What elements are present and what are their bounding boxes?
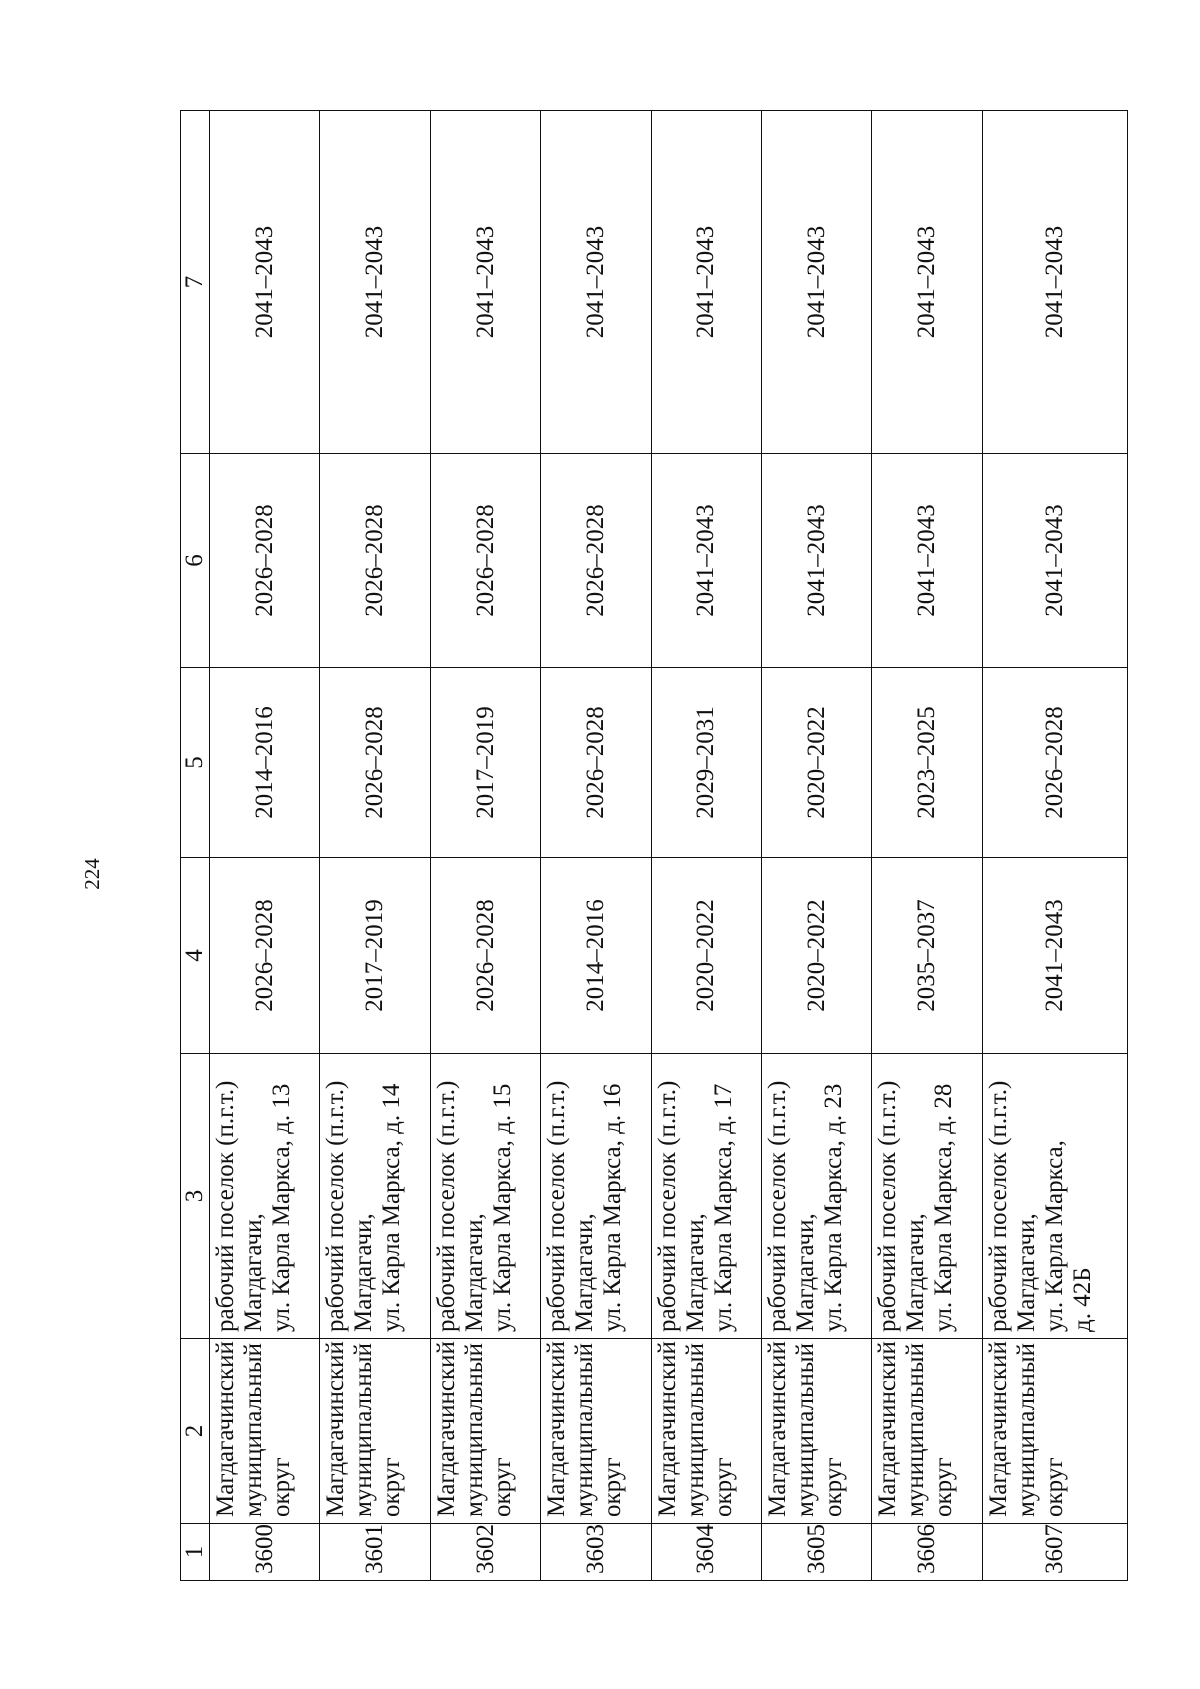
period-col7-cell: 2041–2043 — [541, 111, 651, 454]
table-body — [210, 111, 1128, 1581]
address-line: рабочий поселок (п.г.т.) — [653, 1080, 681, 1332]
address-line: Магдагачи, — [902, 1213, 930, 1332]
row-number-cell: 3604 — [651, 1524, 761, 1581]
period-col6-cell: 2041–2043 — [872, 454, 982, 668]
period-col4-cell: 2020–2022 — [762, 858, 872, 1054]
table-row — [430, 111, 540, 1581]
period-col5-cell: 2026–2028 — [541, 668, 651, 858]
address-line: Магдагачи, — [460, 1213, 488, 1332]
period-col6-cell: 2026–2028 — [430, 454, 540, 668]
column-header: 6 — [181, 454, 210, 668]
address-line: ул. Карла Маркса, д. 28 — [930, 1083, 958, 1332]
district-cell: Магдагачинский муниципальный округ — [541, 1339, 651, 1524]
district-cell: Магдагачинский муниципальный округ — [430, 1339, 540, 1524]
period-col7-cell: 2041–2043 — [982, 111, 1127, 454]
rotated-table-container — [180, 111, 1128, 1581]
period-col6-cell: 2026–2028 — [320, 454, 430, 668]
period-col7-cell: 2041–2043 — [651, 111, 761, 454]
period-col4-cell: 2017–2019 — [320, 858, 430, 1054]
period-col6-cell: 2026–2028 — [541, 454, 651, 668]
address-line: рабочий поселок (п.г.т.) — [764, 1080, 792, 1332]
period-col4-cell: 2014–2016 — [541, 858, 651, 1054]
address-line: ул. Карла Маркса, д. 14 — [378, 1083, 406, 1332]
district-cell: Магдагачинский муниципальный округ — [982, 1339, 1127, 1524]
column-header: 4 — [181, 858, 210, 1054]
address-cell — [320, 1054, 430, 1339]
page-number: 224 — [80, 858, 104, 890]
address-line: д. 42Б — [1068, 1267, 1096, 1332]
address-line: ул. Карла Маркса, — [1040, 1140, 1068, 1332]
period-col5-cell: 2014–2016 — [210, 668, 320, 858]
column-header: 1 — [181, 1524, 210, 1581]
address-line: ул. Карла Маркса, д. 23 — [820, 1083, 848, 1332]
district-cell: Магдагачинский муниципальный округ — [762, 1339, 872, 1524]
address-line: Магдагачи, — [1012, 1213, 1040, 1332]
period-col6-cell: 2041–2043 — [651, 454, 761, 668]
address-line: Магдагачи, — [240, 1213, 267, 1332]
period-col5-cell: 2017–2019 — [430, 668, 540, 858]
period-col4-cell: 2026–2028 — [210, 858, 320, 1054]
period-col4-cell: 2035–2037 — [872, 858, 982, 1054]
table-header-row — [181, 111, 210, 1581]
table-row — [210, 111, 320, 1581]
address-line: ул. Карла Маркса, д. 15 — [488, 1083, 516, 1332]
row-number-cell: 3607 — [982, 1524, 1127, 1581]
period-col7-cell: 2041–2043 — [320, 111, 430, 454]
district-cell: Магдагачинский муниципальный округ — [872, 1339, 982, 1524]
period-col7-cell: 2041–2043 — [210, 111, 320, 454]
address-line: Магдагачи, — [792, 1213, 820, 1332]
address-line: ул. Карла Маркса, д. 17 — [709, 1083, 737, 1332]
period-col7-cell: 2041–2043 — [872, 111, 982, 454]
address-line: рабочий поселок (п.г.т.) — [212, 1080, 239, 1332]
column-header: 7 — [181, 111, 210, 454]
row-number-cell: 3606 — [872, 1524, 982, 1581]
row-number-cell: 3600 — [210, 1524, 320, 1581]
address-cell — [872, 1054, 982, 1339]
address-line: рабочий поселок (п.г.т.) — [543, 1080, 571, 1332]
address-line: Магдагачи, — [571, 1213, 599, 1332]
period-col5-cell: 2029–2031 — [651, 668, 761, 858]
period-col4-cell: 2041–2043 — [982, 858, 1127, 1054]
column-header: 5 — [181, 668, 210, 858]
table-row — [762, 111, 872, 1581]
period-col5-cell: 2026–2028 — [982, 668, 1127, 858]
table-row — [872, 111, 982, 1581]
table-row — [541, 111, 651, 1581]
district-cell: Магдагачинский муниципальный округ — [210, 1339, 320, 1524]
table-row — [982, 111, 1127, 1581]
address-cell — [430, 1054, 540, 1339]
period-col7-cell: 2041–2043 — [430, 111, 540, 454]
period-col4-cell: 2026–2028 — [430, 858, 540, 1054]
address-line: рабочий поселок (п.г.т.) — [432, 1080, 460, 1332]
period-col6-cell: 2041–2043 — [982, 454, 1127, 668]
address-cell — [541, 1054, 651, 1339]
address-line: Магдагачи, — [350, 1213, 378, 1332]
address-line: ул. Карла Маркса, д. 13 — [268, 1083, 295, 1332]
period-col4-cell: 2020–2022 — [651, 858, 761, 1054]
address-line: ул. Карла Маркса, д. 16 — [599, 1083, 627, 1332]
address-cell — [210, 1054, 320, 1339]
address-line: рабочий поселок (п.г.т.) — [874, 1080, 902, 1332]
address-line: рабочий поселок (п.г.т.) — [984, 1080, 1012, 1332]
row-number-cell: 3605 — [762, 1524, 872, 1581]
table-row — [651, 111, 761, 1581]
address-cell — [982, 1054, 1127, 1339]
address-line: Магдагачи, — [681, 1213, 709, 1332]
address-cell — [762, 1054, 872, 1339]
period-col7-cell: 2041–2043 — [762, 111, 872, 454]
period-col5-cell: 2020–2022 — [762, 668, 872, 858]
row-number-cell: 3602 — [430, 1524, 540, 1581]
address-line: рабочий поселок (п.г.т.) — [322, 1080, 350, 1332]
registry-table — [180, 110, 1128, 1581]
column-header: 3 — [181, 1054, 210, 1339]
period-col6-cell: 2041–2043 — [762, 454, 872, 668]
district-cell: Магдагачинский муниципальный округ — [651, 1339, 761, 1524]
district-cell: Магдагачинский муниципальный округ — [320, 1339, 430, 1524]
table-row — [320, 111, 430, 1581]
row-number-cell: 3603 — [541, 1524, 651, 1581]
address-cell — [651, 1054, 761, 1339]
column-header: 2 — [181, 1339, 210, 1524]
period-col5-cell: 2026–2028 — [320, 668, 430, 858]
period-col5-cell: 2023–2025 — [872, 668, 982, 858]
period-col6-cell: 2026–2028 — [210, 454, 320, 668]
row-number-cell: 3601 — [320, 1524, 430, 1581]
